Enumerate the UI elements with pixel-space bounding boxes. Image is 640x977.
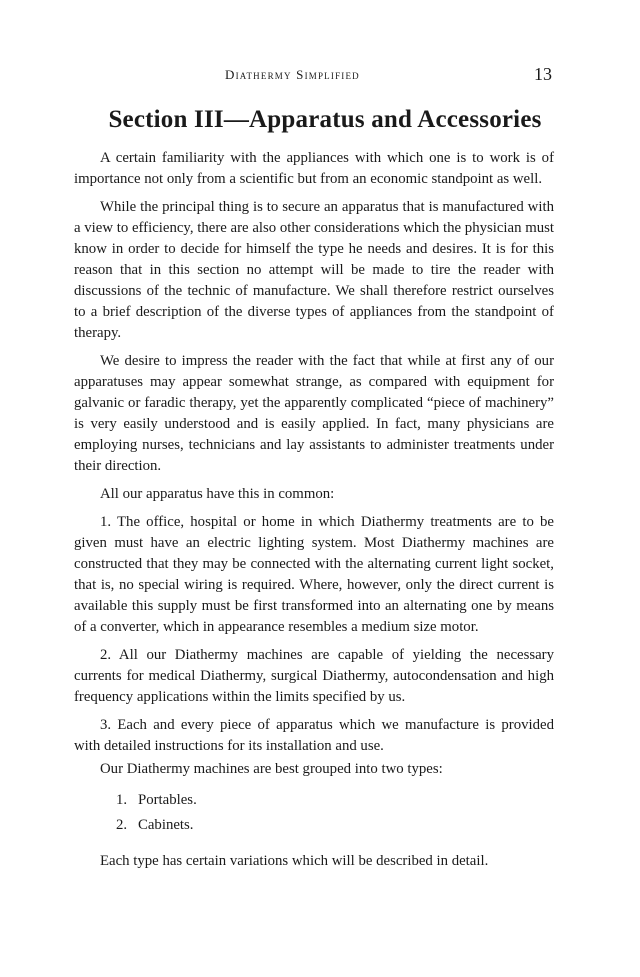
list-item-label: Portables. xyxy=(138,792,197,808)
paragraph-point-3: 3. Each and every piece of apparatus which we manufacture is provided with detailed instructions for its installation and use. xyxy=(74,717,554,754)
list-item xyxy=(74,788,554,813)
paragraph-closing: Each type has certain variations which will be described in detail. xyxy=(100,853,489,869)
paragraph-in-common: All our apparatus have this in common: xyxy=(100,486,335,502)
paragraph-impress: We desire to impress the reader with the fact that while at first any of our apparatuses may appear somewhat strange, as compared with equipment for galvanic or faradic therapy, yet the apparently complicated “piece of machinery” is very easily understood and is easily applied. In fact, many physicians are employing nurses, technicians and lay assistants to administer treatments under their direction. xyxy=(74,353,554,474)
paragraph-point-1: 1. The office, hospital or home in which Diathermy treatments are to be given must have an electric lighting system. Most Diathermy machines are constructed that they may be connected with the alternating current light socket, that is, no special wiring is required. Where, however, only the direct current is available this supply must be first transformed into an alternating one by means of a converter, which in appearance resembles a medium size motor. xyxy=(74,514,554,635)
list-item-number: 2. xyxy=(116,817,128,833)
body-text xyxy=(74,148,554,879)
list-item xyxy=(74,813,554,838)
paragraph-considerations: While the principal thing is to secure an apparatus that is manufactured with a view to efficiency, there are also other considerations which the physician must know in order to decide for himself the type he needs and desires. It is for this reason that in this section no attempt will be made to tire the reader with discussions of the technic of manufacture. We shall therefore restrict ourselves to a brief description of the diverse types of appliances from the standpoint of therapy. xyxy=(74,199,554,341)
list-item-label: Cabinets. xyxy=(138,817,194,833)
section-title: Section III—Apparatus and Accessories xyxy=(108,106,542,133)
page-number: 13 xyxy=(534,64,552,84)
list-item-number: 1. xyxy=(116,792,128,808)
paragraph-two-types: Our Diathermy machines are best grouped into two types: xyxy=(100,761,443,777)
paragraph-point-2: 2. All our Diathermy machines are capable of yielding the necessary currents for medical Diathermy, surgical Diathermy, autocondensation and high frequency applications within the limits specified by us. xyxy=(74,647,554,705)
running-title: Diathermy Simplified xyxy=(225,67,360,82)
running-head xyxy=(76,66,554,88)
paragraph-intro: A certain familiarity with the appliances with which one is to work is of importance not only from a scientific but from an economic standpoint as well. xyxy=(74,150,554,187)
type-list xyxy=(74,788,554,838)
